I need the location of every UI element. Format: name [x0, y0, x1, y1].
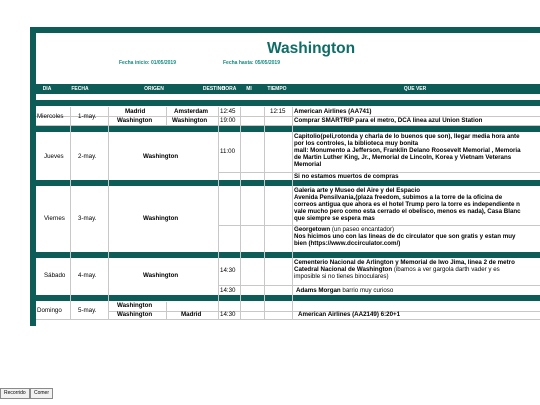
cell-que-ver: imposible si no tienes binoculares) [294, 273, 389, 280]
top-border-bar [30, 27, 540, 33]
row-separator [36, 100, 540, 106]
header-mi: MI [246, 86, 252, 92]
cell-hora: 12:45 [220, 108, 236, 115]
grid-line [166, 107, 167, 126]
row-separator [36, 180, 540, 186]
cell-origen: Washington [143, 272, 179, 279]
header-tiempo: TIEMPO [267, 86, 287, 92]
place-name: Catedral Nacional de Washington [294, 266, 393, 273]
cell-que-ver: mall: Monumento a Jefferson, Franklin Delano Roosevelt Memorial , Memoria [294, 147, 521, 154]
grid-line [264, 107, 265, 319]
cell-que-ver: Capitolio(peli,rotonda y charla de lo buenos que son), llegar media hora ante [294, 133, 520, 140]
header-origen: ORIGEN [144, 86, 164, 92]
grid-line [240, 107, 241, 319]
cell-destino: Washington [172, 117, 208, 124]
cell-dia: Jueves [44, 153, 64, 160]
cell-hora: 14:30 [220, 311, 236, 318]
cell-hora: 14:30 [220, 267, 236, 274]
cell-origen: Washington [117, 117, 153, 124]
cell-origen: Washington [117, 302, 153, 309]
cell-que-ver: Comprar SMARTRIP para el metro, DCA linea azul Union Station [294, 117, 483, 124]
header-fecha: FECHA [71, 86, 89, 92]
place-name: Georgetown [294, 226, 331, 233]
cell-que-ver: que siempre se espera mas [294, 215, 375, 222]
cell-fecha: 5-may. [78, 307, 97, 314]
tab-recorrido[interactable]: Recorrido [0, 388, 30, 399]
header-que-ver: QUE VER [403, 86, 427, 92]
cell-origen: Washington [143, 215, 179, 222]
cell-que-ver: Galeria arte y Museo del Aire y del Espacio [294, 187, 420, 194]
cell-que-ver: por los controles, la biblioteca muy bonita [294, 140, 419, 147]
cell-origen: Washington [143, 153, 179, 160]
cell-dia: Viernes [44, 215, 65, 222]
cell-destino: Madrid [181, 311, 202, 318]
cell-que-ver: correos antigua que ahora es el hotel Trump pero la torre es independiente n [294, 201, 520, 208]
cell-dia: Miercoles [37, 113, 64, 120]
cell-que-ver [296, 287, 393, 294]
cell-que-ver: Memorial [294, 161, 322, 168]
cell-dia: Domingo [37, 307, 62, 314]
row-separator [36, 295, 540, 301]
grid-line [70, 107, 71, 319]
cell-origen: Washington [117, 311, 153, 318]
row-separator [36, 126, 540, 132]
header-hora: HORA [221, 86, 237, 92]
place-note: (un paseo encantador) [330, 226, 395, 233]
left-border-bar [30, 27, 36, 326]
table-header [36, 84, 540, 94]
cell-hora: 19:00 [220, 117, 236, 124]
cell-destino: Amsterdam [174, 108, 209, 115]
grid-line [108, 107, 109, 319]
place-note: barrio muy curioso [340, 287, 394, 294]
grid-line [36, 319, 540, 320]
row-separator [36, 252, 540, 258]
grid-line [36, 125, 540, 126]
grid-line [166, 302, 167, 319]
cell-que-ver: American Airlines (AA2149) 6:20+1 [298, 311, 401, 318]
cell-que-ver: Nos hicimos uno con las lineas de dc circulator que son gratis y estan muy [294, 233, 516, 240]
cell-fecha: 3-may. [78, 215, 97, 222]
place-name: Adams Morgan [296, 287, 341, 294]
spreadsheet-area [30, 27, 540, 327]
header-dia: DIA [42, 86, 52, 92]
fecha-inicio: Fecha inicio: 01/05/2019 [119, 60, 176, 66]
cell-hora: 14:30 [220, 287, 236, 294]
fecha-hasta: Fecha hasta: 05/05/2019 [223, 60, 280, 66]
cell-que-ver: bien (https://www.dccirculator.com/) [294, 240, 401, 247]
header-destino: DESTINO [202, 86, 226, 92]
cell-fecha: 1-may. [78, 113, 97, 120]
cell-que-ver: Avenida Pensilvania,(plaza freedom, subimos a la torre de la oficina de [294, 194, 503, 201]
cell-hora: 11:00 [220, 148, 236, 155]
page-title: Washington [267, 40, 356, 57]
cell-dia: Sábado [44, 272, 66, 279]
cell-fecha: 4-may. [78, 272, 97, 279]
cell-que-ver: Cementerio Nacional de Arlington y Memorial de Iwo Jima, linea 2 de metro [294, 259, 515, 266]
grid-line [218, 285, 540, 286]
place-note: (ibamos a ver gargola darth vader y es [392, 266, 500, 273]
grid-line [218, 107, 219, 319]
grid-line [292, 107, 293, 319]
cell-origen: Madrid [125, 108, 146, 115]
cell-que-ver: Si no estamos muertos de compras [294, 173, 399, 180]
cell-que-ver: vale mucho pero como esta cerrado el obelisco, menos es nada), Casa Blanc [294, 208, 521, 215]
cell-que-ver: American Airlines (AA741) [294, 108, 372, 115]
cell-que-ver: de Martin Luther King, Jr., Memorial de Lincoln, Korea y Vietnam Veterans [294, 154, 512, 161]
tab-comer[interactable]: Comer [30, 388, 53, 399]
cell-tiempo: 12:15 [270, 108, 286, 115]
cell-fecha: 2-may. [78, 153, 97, 160]
